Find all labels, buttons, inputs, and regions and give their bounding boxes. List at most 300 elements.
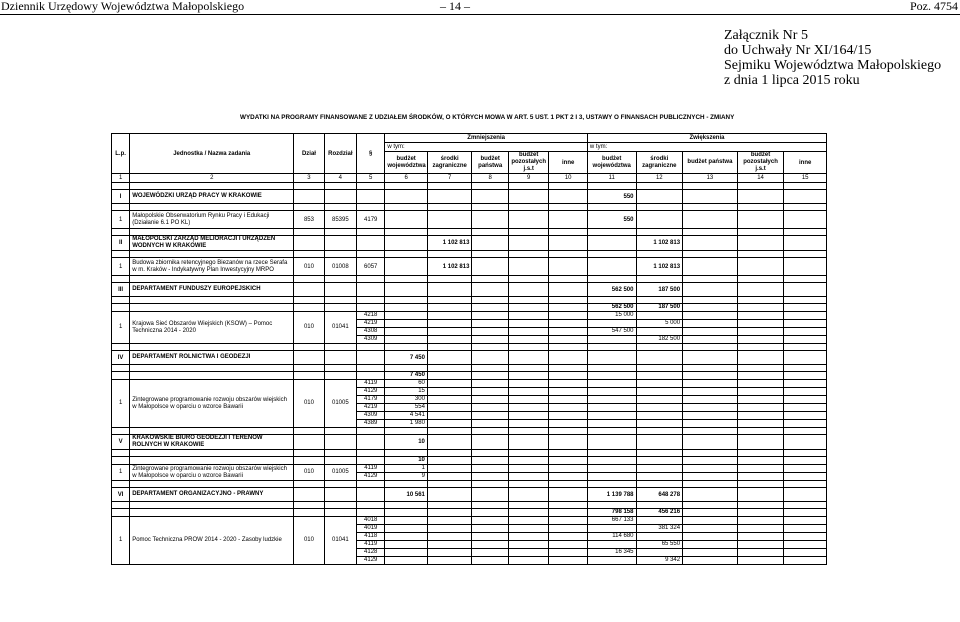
- amount-cell: 1 102 813: [636, 258, 683, 276]
- header-divider: [0, 14, 960, 15]
- spacer-cell: [385, 450, 428, 457]
- amount-cell: [683, 404, 738, 412]
- spacer-cell: [324, 183, 356, 190]
- amount-cell: [549, 258, 588, 276]
- subtotal-row: [112, 304, 827, 312]
- spacer-cell: [549, 297, 588, 304]
- spacer-cell: [508, 502, 549, 509]
- dzial-cell: [294, 351, 324, 365]
- spacer-cell: [587, 428, 636, 435]
- amount-cell: [385, 236, 428, 251]
- spacer-cell: [472, 481, 508, 488]
- amount-cell: [784, 509, 827, 517]
- item-par: 4119: [357, 465, 385, 473]
- amount-cell: [683, 435, 738, 450]
- task-number: 1: [112, 465, 130, 481]
- spacer-cell: [130, 502, 294, 509]
- spacer-cell: [385, 365, 428, 372]
- col-rozdzial: Rozdział: [324, 134, 356, 174]
- spacer-cell: [784, 344, 827, 351]
- amount-cell: [508, 328, 549, 336]
- amount-cell: [737, 258, 784, 276]
- section-name: WOJEWÓDZKI URZĄD PRACY W KRAKOWIE: [130, 190, 294, 204]
- amount-cell: [737, 336, 784, 344]
- amount-cell: [472, 236, 508, 251]
- item-par: 4179: [357, 396, 385, 404]
- spacer-cell: [472, 183, 508, 190]
- amount-cell: 182 500: [636, 336, 683, 344]
- amount-cell: [472, 190, 508, 204]
- amount-cell: [472, 328, 508, 336]
- amount-cell: [385, 312, 428, 320]
- amount-cell: [737, 525, 784, 533]
- col-increase: Zwiększenia: [587, 134, 826, 143]
- amount-cell: [427, 211, 472, 229]
- spacer-cell: [385, 502, 428, 509]
- amount-cell: [737, 488, 784, 502]
- amount-cell: [784, 336, 827, 344]
- spacer-row: [112, 297, 827, 304]
- amount-cell: [683, 336, 738, 344]
- spacer-cell: [549, 450, 588, 457]
- amount-cell: [385, 190, 428, 204]
- amount-cell: [472, 420, 508, 428]
- spacer-cell: [385, 204, 428, 211]
- item-par: 4219: [357, 320, 385, 328]
- column-number: 13: [683, 174, 738, 183]
- amount-cell: [472, 557, 508, 565]
- amount-cell: [737, 473, 784, 481]
- amount-cell: [784, 372, 827, 380]
- spacer-cell: [636, 428, 683, 435]
- amount-cell: [549, 517, 588, 525]
- amount-cell: [472, 372, 508, 380]
- spacer-cell: [427, 365, 472, 372]
- amount-cell: [784, 517, 827, 525]
- amount-cell: [737, 541, 784, 549]
- amount-cell: [508, 236, 549, 251]
- amount-cell: [385, 328, 428, 336]
- amount-cell: [587, 412, 636, 420]
- spacer-cell: [427, 204, 472, 211]
- spacer-cell: [357, 297, 385, 304]
- empty-cell: [324, 509, 356, 517]
- annex-heading: [724, 28, 942, 88]
- spacer-cell: [472, 344, 508, 351]
- amount-cell: [784, 435, 827, 450]
- spacer-cell: [587, 344, 636, 351]
- spacer-cell: [549, 428, 588, 435]
- spacer-cell: [294, 481, 324, 488]
- amount-cell: [508, 525, 549, 533]
- amount-cell: [508, 190, 549, 204]
- amount-cell: 648 278: [636, 488, 683, 502]
- spacer-cell: [508, 229, 549, 236]
- column-number: 6: [385, 174, 428, 183]
- amount-cell: [427, 412, 472, 420]
- section-number: VI: [112, 488, 130, 502]
- amount-cell: [427, 517, 472, 525]
- amount-cell: [737, 549, 784, 557]
- amount-cell: [427, 283, 472, 297]
- amount-cell: [549, 380, 588, 388]
- amount-cell: [472, 412, 508, 420]
- amount-cell: 7 450: [385, 372, 428, 380]
- amount-cell: [784, 396, 827, 404]
- rozdzial-cell: [324, 283, 356, 297]
- amount-cell: [549, 320, 588, 328]
- annex-line: z dnia 1 lipca 2015 roku: [724, 73, 860, 88]
- col-bpj: budżet pozostałych j.s.t: [737, 152, 784, 174]
- spacer-cell: [112, 450, 130, 457]
- amount-cell: [427, 396, 472, 404]
- amount-cell: [784, 304, 827, 312]
- task-item-row: [112, 380, 827, 388]
- task-row: [112, 258, 827, 276]
- spacer-cell: [784, 365, 827, 372]
- section-number: V: [112, 435, 130, 450]
- section-number: II: [112, 236, 130, 251]
- spacer-cell: [549, 365, 588, 372]
- column-number: 15: [784, 174, 827, 183]
- spacer-cell: [472, 365, 508, 372]
- amount-cell: [427, 304, 472, 312]
- amount-cell: [508, 457, 549, 465]
- amount-cell: 1: [385, 465, 428, 473]
- spacer-cell: [130, 344, 294, 351]
- amount-cell: [784, 190, 827, 204]
- spacer-cell: [357, 481, 385, 488]
- column-number: 5: [357, 174, 385, 183]
- column-number: 4: [324, 174, 356, 183]
- amount-cell: [587, 557, 636, 565]
- amount-cell: [549, 457, 588, 465]
- task-name: Budowa zbiornika retencyjnego Biezanów na rzece Serafa w m. Kraków - Indykatywny Plan Inwestycyjny MRPO: [130, 258, 294, 276]
- amount-cell: 114 680: [587, 533, 636, 541]
- col-inne: inne: [784, 152, 827, 174]
- amount-cell: [683, 488, 738, 502]
- amount-cell: [737, 328, 784, 336]
- spacer-cell: [130, 229, 294, 236]
- col-sz: środki zagraniczne: [427, 152, 472, 174]
- amount-cell: 550: [587, 211, 636, 229]
- subtotal-row: [112, 457, 827, 465]
- spacer-cell: [508, 428, 549, 435]
- amount-cell: [737, 351, 784, 365]
- amount-cell: [472, 457, 508, 465]
- amount-cell: 5 000: [636, 320, 683, 328]
- spacer-cell: [737, 365, 784, 372]
- amount-cell: [587, 525, 636, 533]
- empty-cell: [294, 304, 324, 312]
- col-name: Jednostka / Nazwa zadania: [130, 134, 294, 174]
- amount-cell: [683, 549, 738, 557]
- amount-cell: [508, 312, 549, 320]
- spacer-cell: [636, 276, 683, 283]
- position-number: Poz. 4754: [910, 0, 958, 13]
- amount-cell: [472, 541, 508, 549]
- task-row: [112, 211, 827, 229]
- amount-cell: [549, 465, 588, 473]
- amount-cell: [636, 420, 683, 428]
- column-number: 10: [549, 174, 588, 183]
- amount-cell: 1 102 813: [427, 236, 472, 251]
- spacer-cell: [112, 297, 130, 304]
- amount-cell: 667 133: [587, 517, 636, 525]
- amount-cell: [472, 509, 508, 517]
- task-number: 1: [112, 258, 130, 276]
- amount-cell: [508, 211, 549, 229]
- amount-cell: 187 500: [636, 283, 683, 297]
- amount-cell: [549, 328, 588, 336]
- amount-cell: [587, 420, 636, 428]
- amount-cell: [737, 465, 784, 473]
- spacer-cell: [683, 276, 738, 283]
- amount-cell: [427, 525, 472, 533]
- item-par: 4128: [357, 549, 385, 557]
- spacer-cell: [587, 365, 636, 372]
- amount-cell: [508, 549, 549, 557]
- amount-cell: [737, 457, 784, 465]
- item-par: 4309: [357, 412, 385, 420]
- spacer-row: [112, 229, 827, 236]
- amount-cell: [508, 557, 549, 565]
- column-number: 7: [427, 174, 472, 183]
- spacer-cell: [112, 229, 130, 236]
- amount-cell: [549, 557, 588, 565]
- spacer-cell: [385, 251, 428, 258]
- empty-cell: [112, 304, 130, 312]
- subtotal-row: [112, 509, 827, 517]
- task-rozdzial: 85395: [324, 211, 356, 229]
- amount-cell: [427, 457, 472, 465]
- column-number: 3: [294, 174, 324, 183]
- amount-cell: [683, 473, 738, 481]
- spacer-cell: [636, 297, 683, 304]
- amount-cell: [549, 509, 588, 517]
- spacer-cell: [683, 229, 738, 236]
- par-cell: [357, 351, 385, 365]
- spacer-cell: [636, 365, 683, 372]
- empty-cell: [130, 457, 294, 465]
- task-number: 1: [112, 312, 130, 344]
- spacer-cell: [508, 481, 549, 488]
- spacer-cell: [130, 297, 294, 304]
- spacer-row: [112, 428, 827, 435]
- spacer-cell: [587, 183, 636, 190]
- amount-cell: 562 500: [587, 304, 636, 312]
- amount-cell: [427, 190, 472, 204]
- par-cell: [357, 488, 385, 502]
- amount-cell: [549, 435, 588, 450]
- spacer-cell: [508, 344, 549, 351]
- section-row: [112, 435, 827, 450]
- expenditure-table: [111, 133, 827, 565]
- task-dzial: 010: [294, 517, 324, 565]
- empty-cell: [294, 457, 324, 465]
- empty-cell: [130, 509, 294, 517]
- spacer-cell: [294, 365, 324, 372]
- amount-cell: 65 550: [636, 541, 683, 549]
- spacer-cell: [508, 204, 549, 211]
- amount-cell: [737, 412, 784, 420]
- dzial-cell: [294, 435, 324, 450]
- amount-cell: [472, 488, 508, 502]
- spacer-cell: [472, 251, 508, 258]
- amount-cell: [508, 396, 549, 404]
- spacer-cell: [324, 251, 356, 258]
- spacer-cell: [683, 204, 738, 211]
- amount-cell: [472, 473, 508, 481]
- amount-cell: [549, 404, 588, 412]
- amount-cell: [636, 372, 683, 380]
- spacer-cell: [357, 428, 385, 435]
- amount-cell: [784, 283, 827, 297]
- spacer-cell: [112, 344, 130, 351]
- spacer-cell: [357, 365, 385, 372]
- spacer-cell: [357, 344, 385, 351]
- col-bw: budżet województwa: [587, 152, 636, 174]
- amount-cell: [636, 190, 683, 204]
- section-row: [112, 190, 827, 204]
- spacer-cell: [587, 481, 636, 488]
- amount-cell: [636, 473, 683, 481]
- spacer-cell: [130, 481, 294, 488]
- spacer-cell: [737, 229, 784, 236]
- spacer-cell: [472, 229, 508, 236]
- amount-cell: [737, 388, 784, 396]
- col-bw: budżet województwa: [385, 152, 428, 174]
- empty-cell: [324, 372, 356, 380]
- spacer-cell: [737, 276, 784, 283]
- amount-cell: [508, 336, 549, 344]
- spacer-cell: [472, 428, 508, 435]
- amount-cell: [587, 236, 636, 251]
- par-cell: [357, 283, 385, 297]
- empty-cell: [130, 372, 294, 380]
- amount-cell: [683, 380, 738, 388]
- spacer-row: [112, 276, 827, 283]
- spacer-cell: [784, 276, 827, 283]
- spacer-cell: [784, 229, 827, 236]
- amount-cell: [427, 509, 472, 517]
- amount-cell: [683, 533, 738, 541]
- amount-cell: [508, 488, 549, 502]
- amount-cell: [636, 380, 683, 388]
- amount-cell: 7 450: [385, 351, 428, 365]
- amount-cell: [427, 465, 472, 473]
- table-header: [112, 134, 827, 183]
- amount-cell: [508, 517, 549, 525]
- amount-cell: [587, 258, 636, 276]
- column-number: 1: [112, 174, 130, 183]
- amount-cell: [784, 549, 827, 557]
- col-bp: budżet państwa: [683, 152, 738, 174]
- amount-cell: [385, 517, 428, 525]
- amount-cell: [683, 304, 738, 312]
- amount-cell: [508, 388, 549, 396]
- amount-cell: [549, 190, 588, 204]
- spacer-cell: [385, 428, 428, 435]
- amount-cell: [636, 396, 683, 404]
- amount-cell: [636, 211, 683, 229]
- amount-cell: [636, 312, 683, 320]
- spacer-row: [112, 450, 827, 457]
- amount-cell: [683, 457, 738, 465]
- amount-cell: [636, 328, 683, 336]
- amount-cell: 4 541: [385, 412, 428, 420]
- annex-line: do Uchwały Nr XI/164/15: [724, 43, 872, 58]
- amount-cell: [683, 465, 738, 473]
- task-dzial: 010: [294, 465, 324, 481]
- col-dzial: Dział: [294, 134, 324, 174]
- spacer-cell: [508, 297, 549, 304]
- amount-cell: [385, 557, 428, 565]
- subtotal-row: [112, 372, 827, 380]
- amount-cell: [683, 525, 738, 533]
- amount-cell: [427, 549, 472, 557]
- empty-cell: [357, 457, 385, 465]
- amount-cell: [427, 380, 472, 388]
- amount-cell: [549, 388, 588, 396]
- spacer-cell: [587, 450, 636, 457]
- amount-cell: [385, 509, 428, 517]
- col-inne: inne: [549, 152, 588, 174]
- rozdzial-cell: [324, 351, 356, 365]
- amount-cell: 15 000: [587, 312, 636, 320]
- empty-cell: [357, 304, 385, 312]
- amount-cell: [427, 336, 472, 344]
- task-rozdzial: 01041: [324, 312, 356, 344]
- amount-cell: [737, 517, 784, 525]
- amount-cell: 9: [385, 473, 428, 481]
- spacer-cell: [636, 251, 683, 258]
- amount-cell: [508, 404, 549, 412]
- amount-cell: [784, 388, 827, 396]
- spacer-cell: [130, 183, 294, 190]
- item-par: 4019: [357, 525, 385, 533]
- amount-cell: [587, 541, 636, 549]
- amount-cell: [472, 320, 508, 328]
- spacer-cell: [683, 251, 738, 258]
- amount-cell: [784, 258, 827, 276]
- rozdzial-cell: [324, 190, 356, 204]
- amount-cell: [472, 404, 508, 412]
- spacer-cell: [112, 183, 130, 190]
- spacer-cell: [472, 276, 508, 283]
- spacer-cell: [357, 229, 385, 236]
- section-number: I: [112, 190, 130, 204]
- rozdzial-cell: [324, 488, 356, 502]
- amount-cell: [385, 211, 428, 229]
- amount-cell: [385, 336, 428, 344]
- empty-cell: [357, 372, 385, 380]
- amount-cell: [587, 435, 636, 450]
- spacer-cell: [587, 229, 636, 236]
- item-par: 4119: [357, 541, 385, 549]
- spacer-cell: [587, 297, 636, 304]
- section-name: DEPARTAMENT FUNDUSZY EUROPEJSKICH: [130, 283, 294, 297]
- amount-cell: [784, 420, 827, 428]
- amount-cell: [549, 351, 588, 365]
- amount-cell: [549, 412, 588, 420]
- rozdzial-cell: [324, 435, 356, 450]
- spacer-cell: [294, 297, 324, 304]
- task-name: Pomoc Techniczna PROW 2014 - 2020 - Zasoby ludzkie: [130, 517, 294, 565]
- amount-cell: [737, 320, 784, 328]
- spacer-cell: [427, 276, 472, 283]
- item-par: 4309: [357, 336, 385, 344]
